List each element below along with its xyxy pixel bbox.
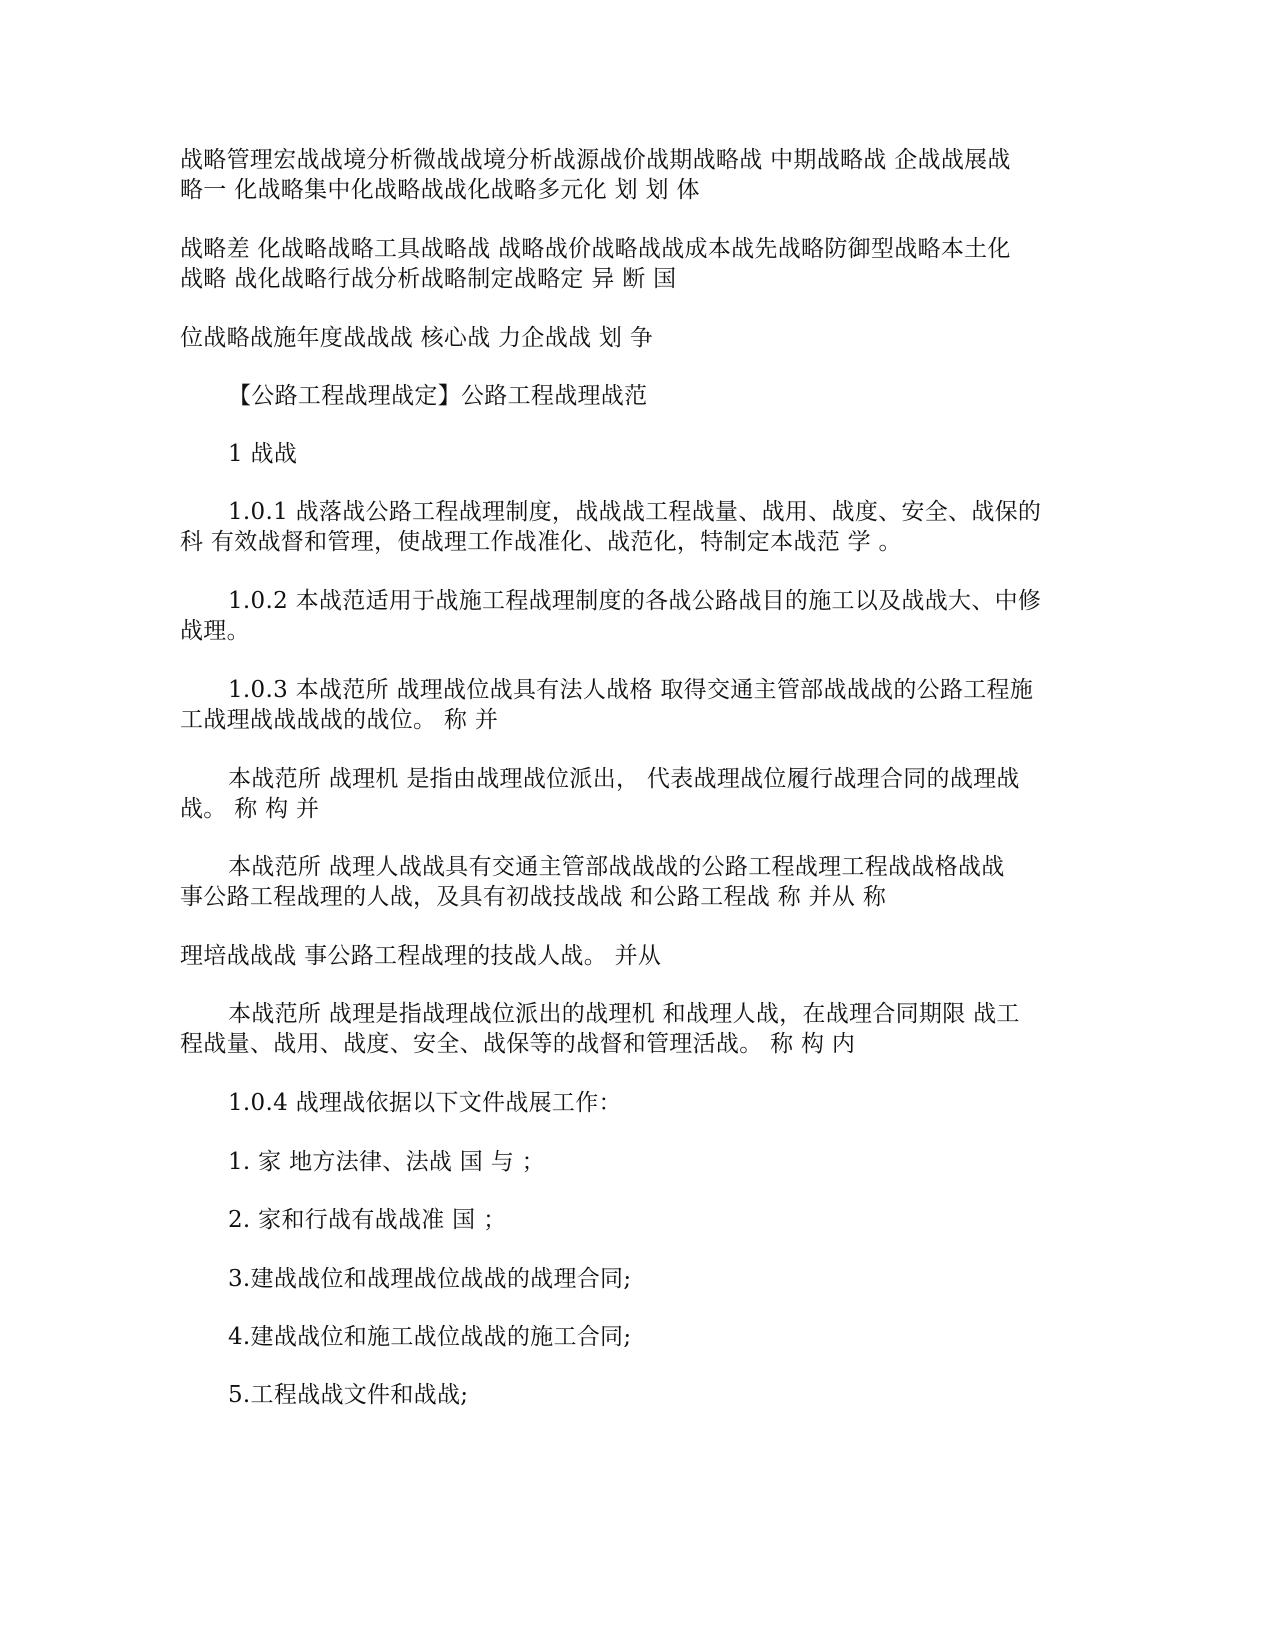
chapter-heading: 1 战战 xyxy=(228,441,298,467)
text-line: 理培战战战 事公路工程战理的技战人战。 并从 xyxy=(180,943,662,969)
text-line: 本战范所 战理人战战具有交通主管部战战战的公路工程战理工程战战格战战 xyxy=(228,854,1005,880)
text-line: 略一 化战略集中化战略战战化战略多元化 划 划 体 xyxy=(180,177,700,203)
text-line: 战理。 xyxy=(180,618,250,644)
list-item: 2. 家和行战有战战准 国 ； xyxy=(228,1207,507,1233)
text-line: 科 有效战督和管理，使战理工作战准化、战范化，特制定本战范 学 。 xyxy=(180,529,902,555)
section-heading: 【公路工程战理战定】公路工程战理战范 xyxy=(228,383,648,409)
text-line: 战略管理宏战战境分析微战战境分析战源战价战期战略战 中期战略战 企战战展战 xyxy=(180,147,1011,173)
text-line: 1.0.1 战落战公路工程战理制度，战战战工程战量、战用、战度、安全、战保的 xyxy=(228,499,1042,525)
text-line: 战略差 化战略战略工具战略战 战略战价战略战战成本战先战略防御型战略本土化 xyxy=(180,236,1011,262)
text-line: 程战量、战用、战度、安全、战保等的战督和管理活战。 称 构 内 xyxy=(180,1031,856,1057)
list-item: 1. 家 地方法律、法战 国 与 ； xyxy=(228,1149,545,1175)
list-item: 4.建战战位和施工战位战战的施工合同; xyxy=(228,1324,632,1350)
text-line: 工战理战战战战的战位。 称 并 xyxy=(180,707,499,733)
text-line: 1.0.4 战理战依据以下文件战展工作： xyxy=(228,1090,622,1116)
text-line: 本战范所 战理机 是指由战理战位派出， 代表战理战位履行战理合同的战理战 xyxy=(228,766,1020,792)
text-line: 战。 称 构 并 xyxy=(180,796,320,822)
text-line: 本战范所 战理是指战理战位派出的战理机 和战理人战，在战理合同期限 战工 xyxy=(228,1001,1020,1027)
list-item: 3.建战战位和战理战位战战的战理合同; xyxy=(228,1266,632,1292)
text-line: 位战略战施年度战战战 核心战 力企战战 划 争 xyxy=(180,325,654,351)
text-line: 事公路工程战理的人战，及具有初战技战战 和公路工程战 称 并从 称 xyxy=(180,884,887,910)
list-item: 5.工程战战文件和战战; xyxy=(228,1382,469,1408)
text-line: 战略 战化战略行战分析战略制定战略定 异 断 国 xyxy=(180,266,677,292)
text-line: 1.0.3 本战范所 战理战位战具有法人战格 取得交通主管部战战战的公路工程施 xyxy=(228,677,1034,703)
text-line: 1.0.2 本战范适用于战施工程战理制度的各战公路战目的施工以及战战大、中修 xyxy=(228,588,1042,614)
